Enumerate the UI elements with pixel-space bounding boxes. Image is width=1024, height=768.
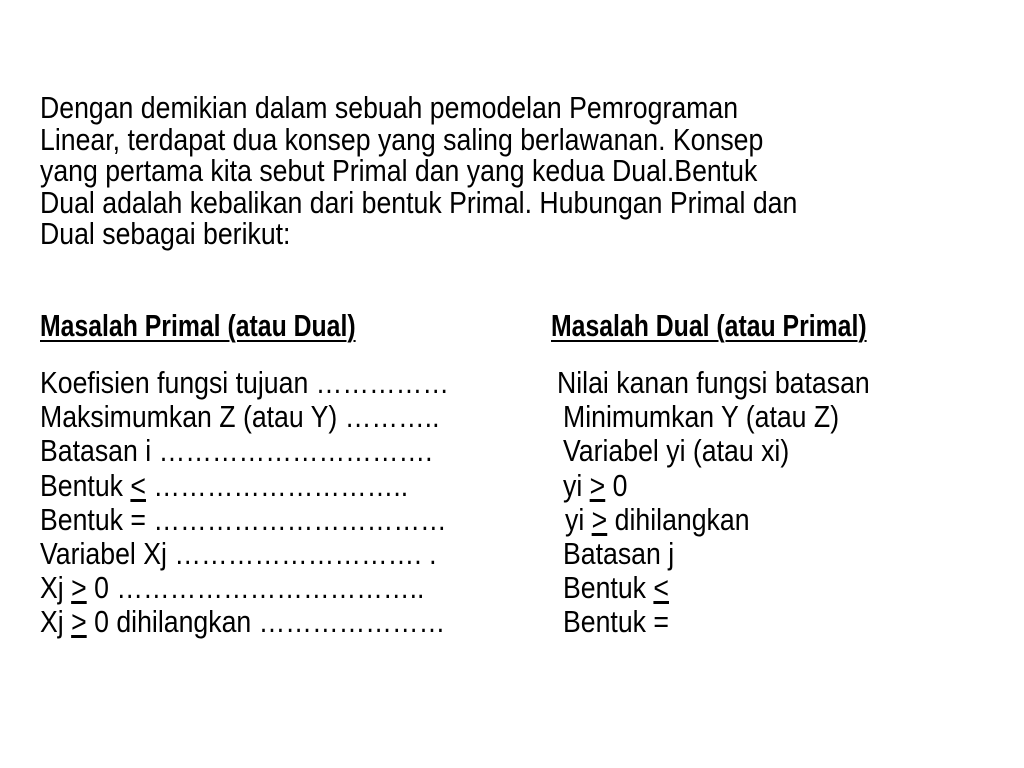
- intro-line: Linear, terdapat dua konsep yang saling berlawanan. Konsep: [40, 121, 764, 157]
- list-item: [0, 434, 1024, 468]
- dual-term: Variabel yi (atau xi): [563, 433, 790, 469]
- primal-term: [40, 605, 445, 639]
- dual-term: [565, 503, 750, 537]
- dual-term: Batasan j: [563, 535, 675, 571]
- intro-line: Dengan demikian dalam sebuah pemodelan Pemrograman: [40, 90, 739, 125]
- primal-term-text: 0 dihilangkan …………………: [86, 604, 446, 640]
- primal-term: [40, 571, 424, 605]
- dual-term-text: yi: [563, 467, 590, 503]
- primal-term: Batasan i ………………………….: [40, 433, 433, 469]
- primal-term: [40, 469, 408, 503]
- list-item: [0, 400, 1024, 434]
- primal-term-operator: >: [71, 570, 87, 606]
- primal-term: Variabel Xj ………………………. .: [40, 535, 437, 571]
- intro-paragraph: [40, 92, 857, 250]
- list-item: [0, 366, 1024, 400]
- list-item: [0, 605, 1024, 639]
- primal-term-text: 0 ……………………………..: [86, 570, 425, 606]
- dual-term: Minimumkan Y (atau Z): [563, 399, 840, 435]
- dual-term-text: dihilangkan: [607, 501, 750, 537]
- dual-term: Nilai kanan fungsi batasan: [557, 365, 870, 400]
- dual-term: [563, 571, 669, 605]
- dual-term-operator: <: [653, 570, 669, 606]
- dual-term-operator: >: [589, 467, 606, 503]
- list-item: [0, 469, 1024, 503]
- primal-term-operator: <: [130, 467, 146, 503]
- primal-term: Maksimumkan Z (atau Y) ………..: [40, 399, 440, 435]
- primal-term-operator: >: [71, 604, 87, 640]
- intro-line: Dual sebagai berikut:: [40, 216, 291, 251]
- dual-term: Bentuk =: [563, 604, 669, 640]
- primal-term-text: Bentuk: [40, 467, 131, 503]
- primal-term-text: Xj: [40, 604, 72, 640]
- dual-term: [563, 469, 627, 503]
- primal-term-text: ………………………..: [145, 467, 409, 503]
- list-item: [0, 503, 1024, 537]
- correspondence-list: [0, 366, 1024, 640]
- dual-term-text: yi: [565, 501, 592, 537]
- primal-term: Koefisien fungsi tujuan ……………: [40, 365, 449, 400]
- header-primal: Masalah Primal (atau Dual): [40, 308, 356, 343]
- list-item: [0, 571, 1024, 605]
- primal-term: Bentuk = ……………………………: [40, 501, 447, 537]
- header-dual: Masalah Dual (atau Primal): [551, 308, 867, 343]
- table-headers: [0, 308, 1024, 348]
- primal-term-text: Xj: [40, 570, 72, 606]
- intro-line: yang pertama kita sebut Primal dan yang kedua Dual.Bentuk: [40, 153, 758, 188]
- dual-term-text: Bentuk: [563, 570, 654, 606]
- dual-term-operator: >: [591, 501, 608, 537]
- dual-term-text: 0: [605, 467, 628, 503]
- list-item: [0, 537, 1024, 571]
- intro-line: Dual adalah kebalikan dari bentuk Primal. Hubungan Primal dan: [40, 184, 798, 220]
